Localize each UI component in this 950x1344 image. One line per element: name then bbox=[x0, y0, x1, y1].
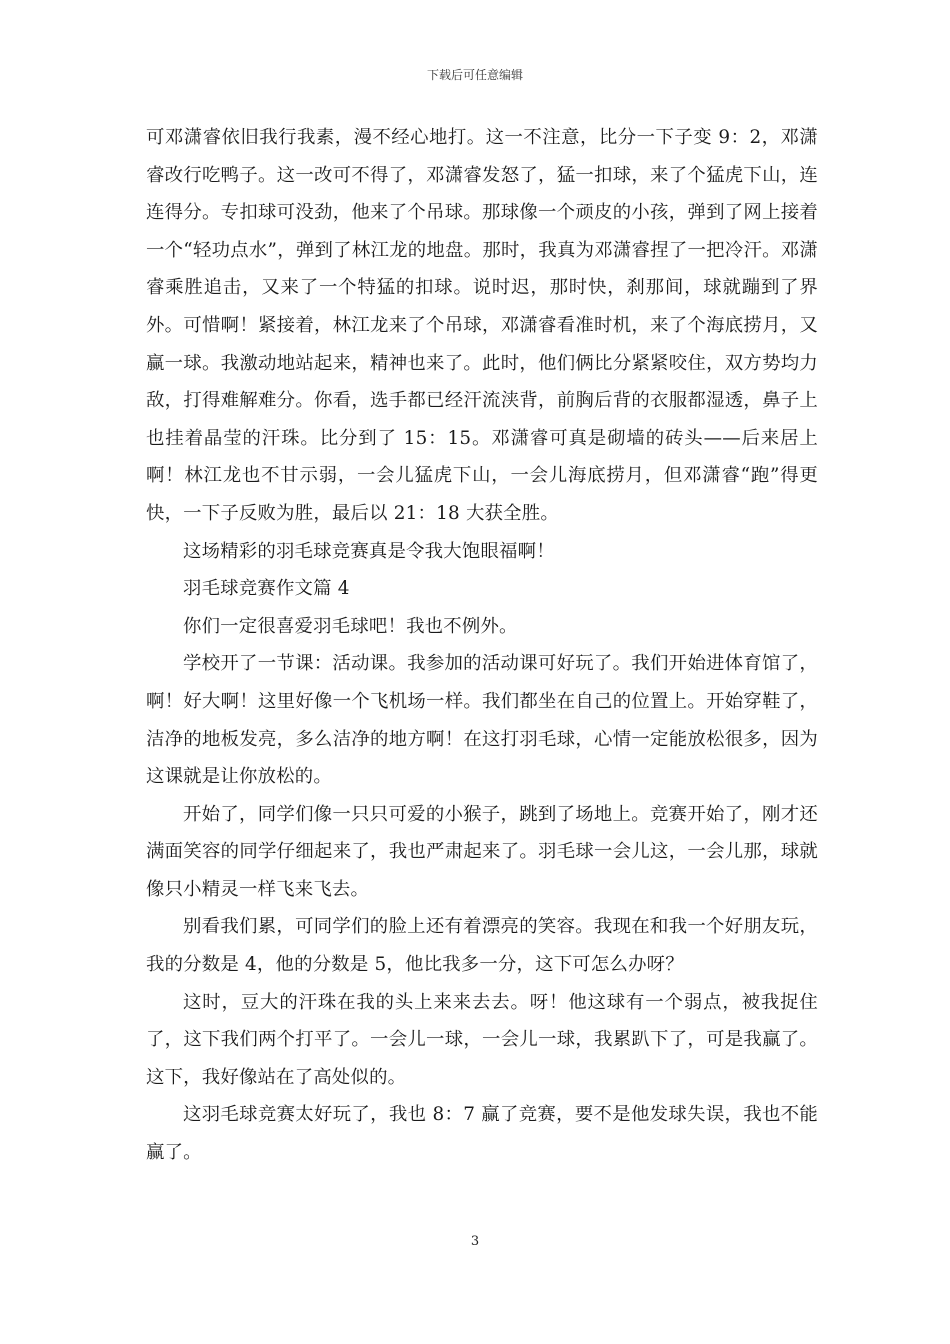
paragraph: 你们一定很喜爱羽毛球吧！我也不例外。 bbox=[183, 615, 518, 637]
paragraph: 学校开了一节课：活动课。我参加的活动课可好玩了。我们开始进体育馆了，啊！好大啊！这里好像一个飞机场一样。我们都坐在自己的位置上。开始穿鞋了，洁净的地板发亮，多么洁净的地方啊！在这打羽毛球，心情一定能放松很多，因为这课就是让你放松的。 bbox=[146, 653, 818, 788]
paragraph-continued: 可邓潇睿依旧我行我素，漫不经心地打。这一不注意，比分一下子变 9：2，邓潇睿改行吃鸭子。这一改可不得了，邓潇睿发怒了，猛一扣球，来了个猛虎下山，连连得分。专扣球可没劲，他来了个吊球。那球像一个顽皮的小孩，弹到了网上接着一个“轻功点水”，弹到了林江龙的地盘。那时，我真为邓潇睿捏了一把冷汗。邓潇睿乘胜追击，又来了一个特猛的扣球。说时迟，那时快，刹那间，球就蹦到了界外。可惜啊！紧接着，林江龙来了个吊球，邓潇睿看准时机，来了个海底捞月，又赢一球。我激动地站起来，精神也来了。此时，他们俩比分紧紧咬住，双方势均力敌，打得难解难分。你看，选手都已经汗流浃背，前胸后背的衣服都湿透，鼻子上也挂着晶莹的汗珠。比分到了 15：15。邓潇睿可真是砌墙的砖头——后来居上啊！林江龙也不甘示弱，一会儿猛虎下山，一会儿海底捞月，但邓潇睿“跑”得更快，一下子反败为胜，最后以 21：18 大获全胜。 bbox=[146, 127, 818, 524]
paragraph: 这场精彩的羽毛球竞赛真是令我大饱眼福啊！ bbox=[183, 540, 555, 562]
document-body bbox=[146, 119, 818, 1172]
paragraph: 别看我们累，可同学们的脸上还有着漂亮的笑容。我现在和我一个好朋友玩，我的分数是 4，他的分数是 5，他比我多一分，这下可怎么办呀？ bbox=[146, 916, 818, 976]
paragraph: 这羽毛球竞赛太好玩了，我也 8：7 赢了竞赛，要不是他发球失误，我也不能赢了。 bbox=[146, 1104, 818, 1164]
section-heading: 羽毛球竞赛作文篇 4 bbox=[183, 578, 350, 600]
paragraph: 开始了，同学们像一只只可爱的小猴子，跳到了场地上。竞赛开始了，刚才还满面笑容的同学仔细起来了，我也严肃起来了。羽毛球一会儿这，一会儿那，球就像只小精灵一样飞来飞去。 bbox=[146, 803, 818, 900]
page-header: 下载后可任意编辑 bbox=[426, 68, 523, 82]
paragraph: 这时，豆大的汗珠在我的头上来来去去。呀！他这球有一个弱点，被我捉住了，这下我们两个打平了。一会儿一球，一会儿一球，我累趴下了，可是我赢了。这下，我好像站在了高处似的。 bbox=[146, 991, 818, 1088]
page-number: 3 bbox=[470, 1234, 480, 1249]
